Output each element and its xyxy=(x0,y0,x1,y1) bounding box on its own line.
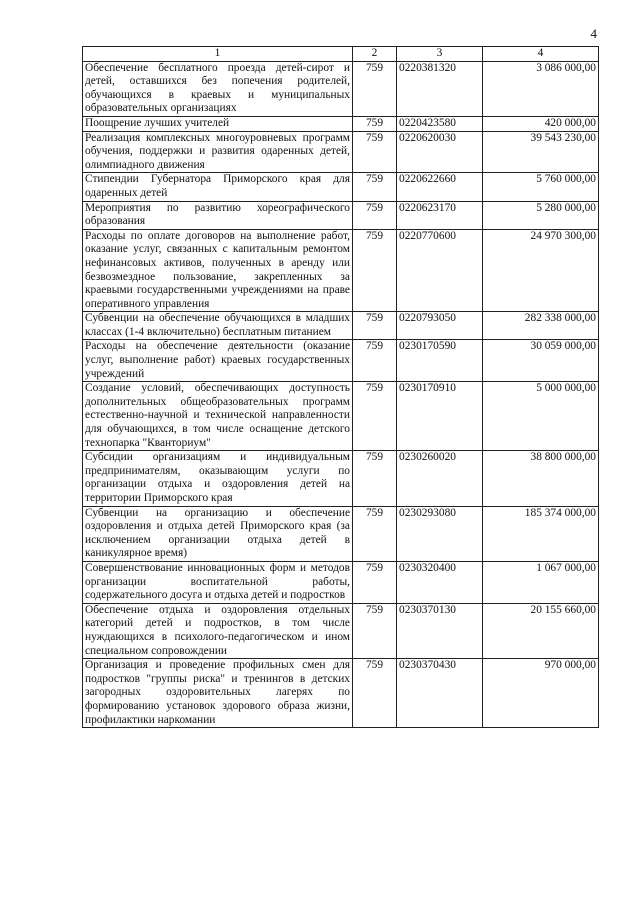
target-article-code-cell: 0230293080 xyxy=(397,506,483,561)
column-header-4: 4 xyxy=(483,47,599,62)
amount-cell: 970 000,00 xyxy=(483,659,599,728)
amount-cell: 3 086 000,00 xyxy=(483,61,599,116)
expense-name-cell: Субвенции на организацию и обеспечение оздоровления и отдыха детей Приморского края (за исключением организации отдыха детей в каникулярное время) xyxy=(83,506,353,561)
expense-name-cell: Расходы по оплате договоров на выполнение работ, оказание услуг, связанных с капитальным ремонтом нефинансовых активов, полученных в аренду или безвозмездное пользование, закрепленных за краевыми государственными учреждениями на праве оперативного управления xyxy=(83,229,353,312)
department-code-cell: 759 xyxy=(353,659,397,728)
target-article-code-cell: 0220423580 xyxy=(397,116,483,131)
table-body xyxy=(83,61,599,728)
amount-cell: 5 000 000,00 xyxy=(483,382,599,451)
amount-cell: 20 155 660,00 xyxy=(483,603,599,658)
expense-name-cell: Организация и проведение профильных смен для подростков "группы риска" и тренингов в детских загородных оздоровительных лагерях по формированию установок здорового образа жизни, профилактики наркомании xyxy=(83,659,353,728)
amount-cell: 39 543 230,00 xyxy=(483,131,599,173)
table-row xyxy=(83,659,599,728)
expense-name-cell: Создание условий, обеспечивающих доступность дополнительных общеобразовательных программ естественно-научной и технической направленности для обучающихся, в том числе оснащение детского технопарка "Кванториум" xyxy=(83,382,353,451)
table-header-row xyxy=(83,47,599,62)
column-header-1: 1 xyxy=(83,47,353,62)
amount-cell: 5 280 000,00 xyxy=(483,201,599,229)
expense-name-cell: Субвенции на обеспечение обучающихся в младших классах (1-4 включительно) бесплатным питанием xyxy=(83,312,353,340)
amount-cell: 5 760 000,00 xyxy=(483,173,599,201)
target-article-code-cell: 0220623170 xyxy=(397,201,483,229)
column-header-3: 3 xyxy=(397,47,483,62)
amount-cell: 420 000,00 xyxy=(483,116,599,131)
amount-cell: 30 059 000,00 xyxy=(483,340,599,382)
department-code-cell: 759 xyxy=(353,382,397,451)
expense-name-cell: Реализация комплексных многоуровневых программ обучения, поддержки и развития одаренных детей, олимпиадного движения xyxy=(83,131,353,173)
amount-cell: 282 338 000,00 xyxy=(483,312,599,340)
department-code-cell: 759 xyxy=(353,173,397,201)
table-row xyxy=(83,229,599,312)
column-header-2: 2 xyxy=(353,47,397,62)
expense-name-cell: Расходы на обеспечение деятельности (оказание услуг, выполнение работ) краевых государственных учреждений xyxy=(83,340,353,382)
amount-cell: 185 374 000,00 xyxy=(483,506,599,561)
department-code-cell: 759 xyxy=(353,116,397,131)
amount-cell: 24 970 300,00 xyxy=(483,229,599,312)
budget-table xyxy=(82,46,599,728)
table-row xyxy=(83,382,599,451)
page-number: 4 xyxy=(590,26,597,41)
department-code-cell: 759 xyxy=(353,61,397,116)
target-article-code-cell: 0220381320 xyxy=(397,61,483,116)
target-article-code-cell: 0220622660 xyxy=(397,173,483,201)
table-row xyxy=(83,116,599,131)
department-code-cell: 759 xyxy=(353,131,397,173)
department-code-cell: 759 xyxy=(353,451,397,506)
target-article-code-cell: 0230370130 xyxy=(397,603,483,658)
table-row xyxy=(83,603,599,658)
expense-name-cell: Стипендии Губернатора Приморского края для одаренных детей xyxy=(83,173,353,201)
department-code-cell: 759 xyxy=(353,603,397,658)
table-row xyxy=(83,131,599,173)
amount-cell: 38 800 000,00 xyxy=(483,451,599,506)
table-row xyxy=(83,312,599,340)
table-row xyxy=(83,173,599,201)
department-code-cell: 759 xyxy=(353,561,397,603)
expense-name-cell: Субсидии организациям и индивидуальным предпринимателям, оказывающим услуги по организации отдыха и оздоровления детей на территории Приморского края xyxy=(83,451,353,506)
target-article-code-cell: 0220770600 xyxy=(397,229,483,312)
table-row xyxy=(83,506,599,561)
table-row xyxy=(83,201,599,229)
target-article-code-cell: 0230170590 xyxy=(397,340,483,382)
expense-name-cell: Мероприятия по развитию хореографического образования xyxy=(83,201,353,229)
target-article-code-cell: 0230370430 xyxy=(397,659,483,728)
table-row xyxy=(83,451,599,506)
target-article-code-cell: 0230320400 xyxy=(397,561,483,603)
expense-name-cell: Обеспечение отдыха и оздоровления отдельных категорий детей и подростков, в том числе нуждающихся в психолого-педагогическом и ином специальном сопровождении xyxy=(83,603,353,658)
target-article-code-cell: 0220620030 xyxy=(397,131,483,173)
amount-cell: 1 067 000,00 xyxy=(483,561,599,603)
target-article-code-cell: 0220793050 xyxy=(397,312,483,340)
table-row xyxy=(83,340,599,382)
expense-name-cell: Совершенствование инновационных форм и методов организации воспитательной работы, содержательного досуга и отдыха детей и подростков xyxy=(83,561,353,603)
department-code-cell: 759 xyxy=(353,229,397,312)
target-article-code-cell: 0230170910 xyxy=(397,382,483,451)
department-code-cell: 759 xyxy=(353,201,397,229)
target-article-code-cell: 0230260020 xyxy=(397,451,483,506)
department-code-cell: 759 xyxy=(353,506,397,561)
expense-name-cell: Поощрение лучших учителей xyxy=(83,116,353,131)
expense-name-cell: Обеспечение бесплатного проезда детей-сирот и детей, оставшихся без попечения родителей, обучающихся в краевых и муниципальных образовательных организациях xyxy=(83,61,353,116)
table-row xyxy=(83,61,599,116)
table-row xyxy=(83,561,599,603)
department-code-cell: 759 xyxy=(353,312,397,340)
department-code-cell: 759 xyxy=(353,340,397,382)
